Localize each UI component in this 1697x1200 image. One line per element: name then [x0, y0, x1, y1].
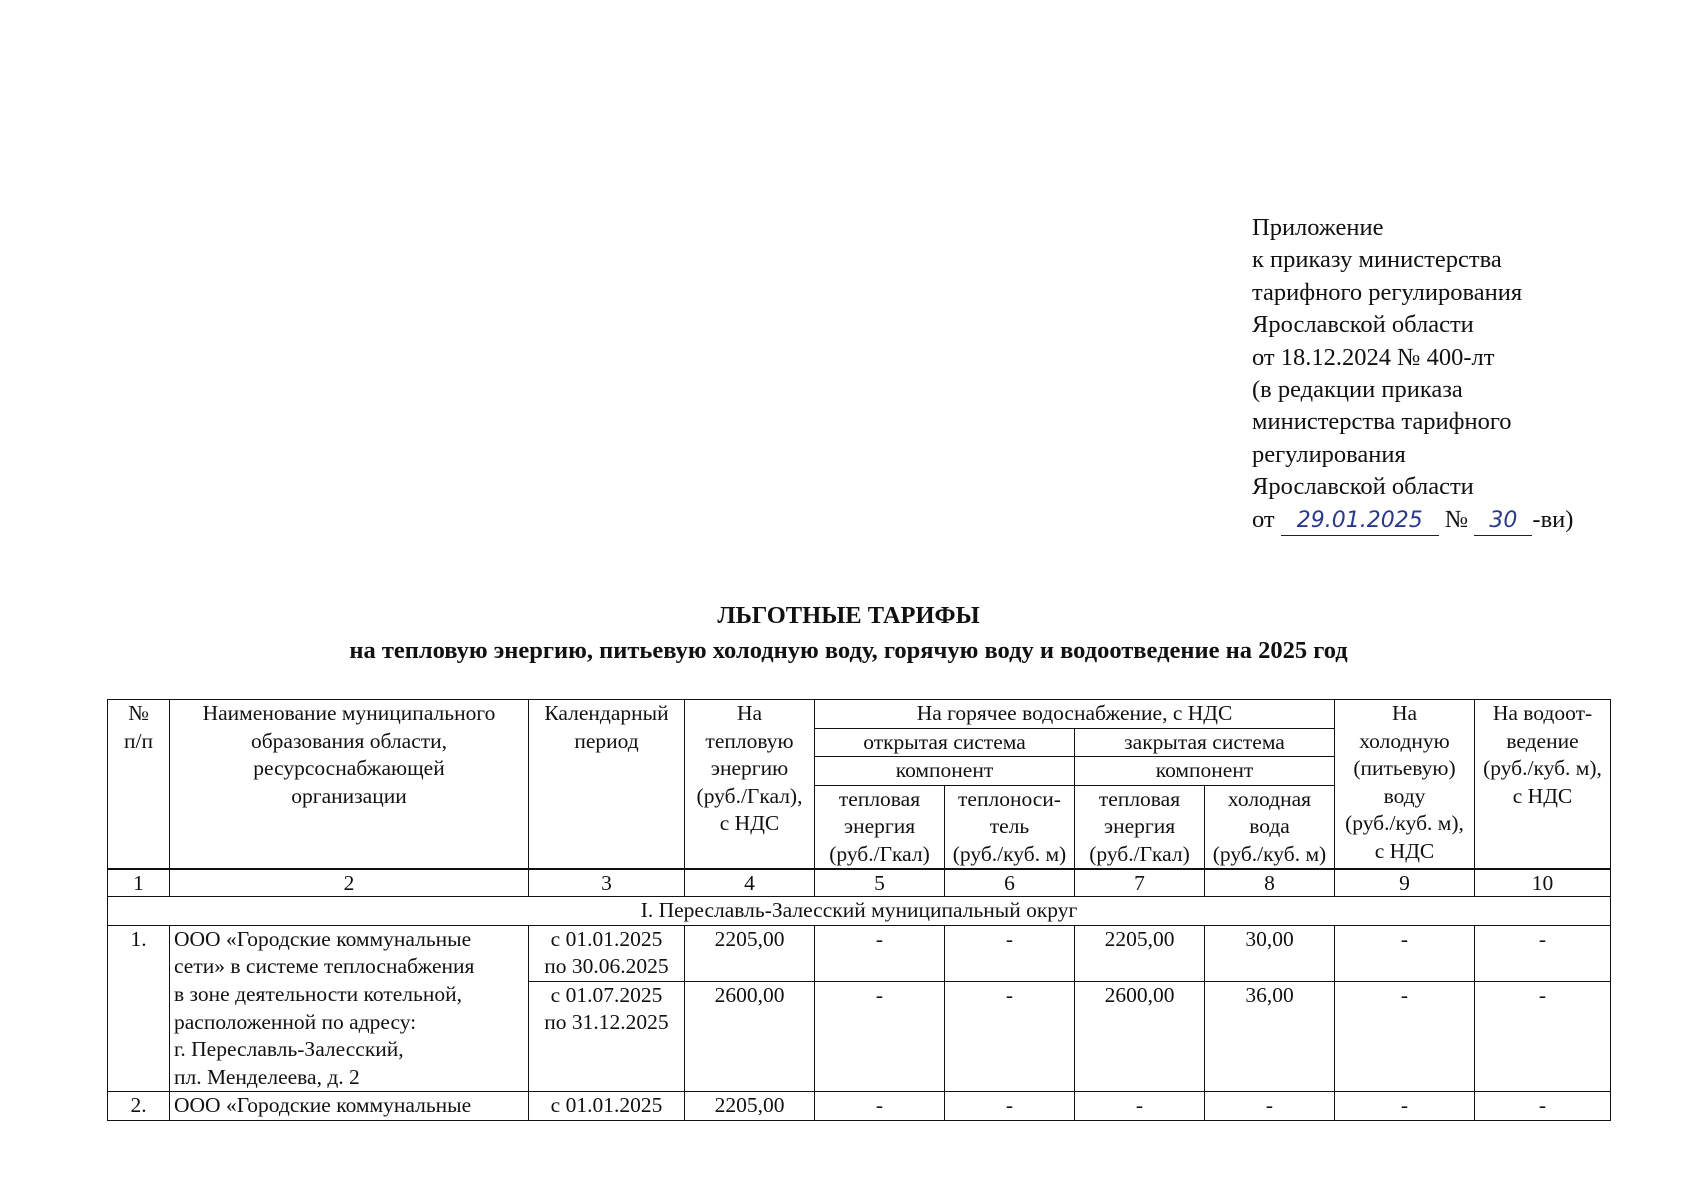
- header-component-closed: компонент: [1075, 757, 1335, 786]
- period-cell: с 01.01.2025 по 30.06.2025: [529, 925, 685, 981]
- document-subtitle: на тепловую энергию, питьевую холодную воду, горячую воду и водоотведение на 2025 год: [349, 637, 1348, 664]
- handwritten-number: 30: [1474, 507, 1532, 536]
- appendix-line: Приложение: [1252, 214, 1384, 241]
- appendix-line: министерства тарифного: [1252, 408, 1512, 436]
- header-col6: теплоноси- тель (руб./куб. м): [945, 785, 1075, 869]
- header-sewage: На водоот- ведение (руб./куб. м), с НДС: [1475, 700, 1611, 869]
- tariff-sewage: -: [1475, 925, 1611, 981]
- appendix-line: Ярославской области: [1252, 311, 1474, 339]
- header-name: Наименование муниципального образования области, ресурсоснабжающей организации: [170, 700, 529, 869]
- tariff-open-carrier: -: [945, 925, 1075, 981]
- column-number: 4: [685, 870, 815, 897]
- tariff-heat: 2600,00: [685, 981, 815, 1092]
- document-title: ЛЬГОТНЫЕ ТАРИФЫ: [717, 602, 980, 629]
- appendix-line: (в редакции приказа: [1252, 376, 1463, 404]
- tariff-table: [107, 699, 1611, 1121]
- column-number: 10: [1475, 870, 1611, 897]
- org-name-bottom: в зоне деятельности котельной, расположенной по адресу: г. Переславль-Залесский, пл. Менделеева, д. 2: [170, 981, 529, 1092]
- period-cell: с 01.01.2025: [529, 1092, 685, 1121]
- header-cold-water: На холодную (питьевую) воду (руб./куб. м), с НДС: [1335, 700, 1475, 869]
- handwritten-date: 29.01.2025: [1281, 507, 1439, 536]
- tariff-sewage: -: [1475, 981, 1611, 1092]
- period-cell: с 01.07.2025 по 31.12.2025: [529, 981, 685, 1092]
- tariff-heat: 2205,00: [685, 925, 815, 981]
- column-number: 6: [945, 870, 1075, 897]
- tariff-open-carrier: -: [945, 981, 1075, 1092]
- order-prefix: от: [1252, 505, 1275, 533]
- tariff-closed-cold: 30,00: [1205, 925, 1335, 981]
- column-number: 2: [170, 870, 529, 897]
- tariff-cold-water: -: [1335, 981, 1475, 1092]
- tariff-closed-cold: -: [1205, 1092, 1335, 1121]
- column-number: 7: [1075, 870, 1205, 897]
- header-closed-system: закрытая система: [1075, 728, 1335, 757]
- column-number: 9: [1335, 870, 1475, 897]
- header-col5: тепловая энергия (руб./Гкал): [815, 785, 945, 869]
- column-number: 3: [529, 870, 685, 897]
- row-number: 2.: [108, 1092, 170, 1121]
- section-heading: I. Переславль-Залесский муниципальный округ: [108, 897, 1611, 926]
- tariff-cold-water: -: [1335, 925, 1475, 981]
- appendix-line: от 18.12.2024 № 400-лт: [1252, 343, 1495, 371]
- header-hot-water: На горячее водоснабжение, с НДС: [815, 700, 1335, 729]
- order-suffix: -ви): [1532, 505, 1574, 533]
- tariff-cold-water: -: [1335, 1092, 1475, 1121]
- column-number: 5: [815, 870, 945, 897]
- header-open-system: открытая система: [815, 728, 1075, 757]
- tariff-closed-cold: 36,00: [1205, 981, 1335, 1092]
- appendix-line: к приказу министерства: [1252, 246, 1502, 274]
- column-number: 8: [1205, 870, 1335, 897]
- appendix-order-line: [1252, 504, 1672, 536]
- number-sign: №: [1444, 505, 1469, 533]
- appendix-block: [1252, 212, 1672, 536]
- tariff-closed-heat: 2600,00: [1075, 981, 1205, 1092]
- header-col7: тепловая энергия (руб./Гкал): [1075, 785, 1205, 869]
- appendix-line: Ярославской области: [1252, 473, 1474, 501]
- header-component-open: компонент: [815, 757, 1075, 786]
- tariff-heat: 2205,00: [685, 1092, 815, 1121]
- column-number: 1: [108, 870, 170, 897]
- header-col8: холодная вода (руб./куб. м): [1205, 785, 1335, 869]
- tariff-closed-heat: 2205,00: [1075, 925, 1205, 981]
- appendix-line: тарифного регулирования: [1252, 278, 1523, 306]
- header-heat: На тепловую энергию (руб./Гкал), с НДС: [685, 700, 815, 869]
- tariff-closed-heat: -: [1075, 1092, 1205, 1121]
- appendix-line: регулирования: [1252, 440, 1406, 468]
- tariff-open-heat: -: [815, 925, 945, 981]
- org-name-top: ООО «Городские коммунальные сети» в системе теплоснабжения: [170, 925, 529, 981]
- header-period: Календарный период: [529, 700, 685, 869]
- org-name: ООО «Городские коммунальные: [170, 1092, 529, 1121]
- tariff-open-heat: -: [815, 981, 945, 1092]
- header-num: № п/п: [108, 700, 170, 869]
- row-number: 1.: [108, 925, 170, 1092]
- tariff-open-carrier: -: [945, 1092, 1075, 1121]
- tariff-sewage: -: [1475, 1092, 1611, 1121]
- tariff-open-heat: -: [815, 1092, 945, 1121]
